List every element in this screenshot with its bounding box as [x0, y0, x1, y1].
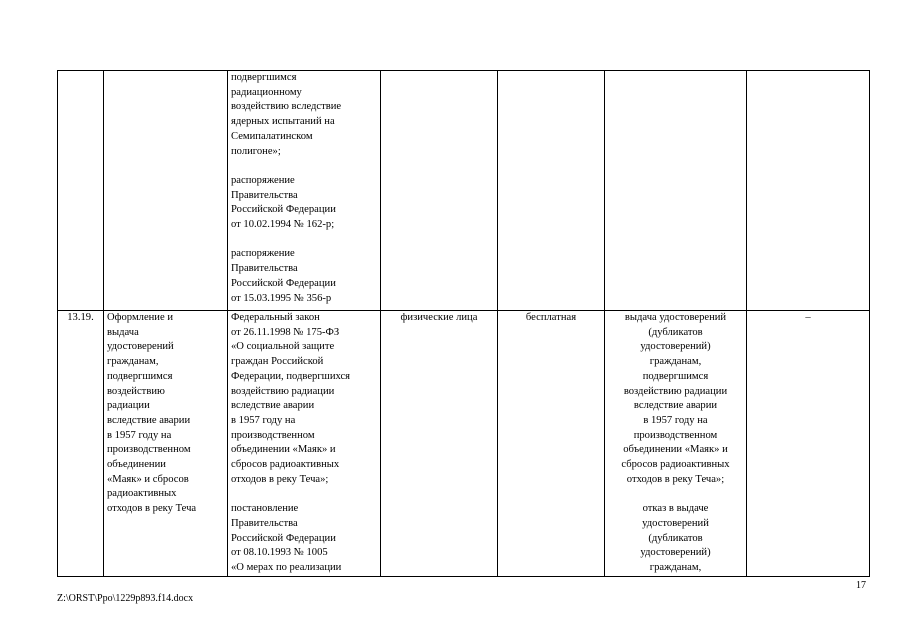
cell-fee: [498, 71, 605, 311]
text-line: воздействию радиации: [623, 385, 728, 397]
text-line: удостоверений: [642, 517, 709, 529]
text-line: Правительства: [231, 189, 298, 201]
text-line: воздействию радиации: [231, 385, 335, 397]
text-line: от 15.03.1995 № 356-р: [231, 292, 332, 304]
text-line: «Маяк» и сбросов: [107, 473, 189, 485]
text-line: отходов в реку Теча: [107, 503, 197, 515]
other-cell: [747, 311, 870, 577]
text-line: «О мерах по реализации: [231, 561, 342, 573]
text-line: воздействию: [107, 385, 165, 397]
text-line: в 1957 году на: [107, 429, 172, 441]
text-line: удостоверений): [640, 341, 711, 353]
result-text: [608, 311, 743, 576]
row-number-text: 13.19.: [67, 312, 94, 323]
text-line: распоряжение: [231, 248, 295, 260]
text-line: Семипалатинском: [231, 130, 313, 142]
text-line: объединении «Маяк» и: [231, 444, 336, 456]
text-line: отходов в реку Теча»;: [231, 473, 329, 485]
text-line: сбросов радиоактивных: [621, 459, 730, 471]
text-line: Российской Федерации: [231, 277, 336, 289]
text-line: [231, 487, 377, 502]
applicants-text: физические лица: [400, 312, 478, 323]
result-cell: [605, 311, 747, 577]
text-line: вследствие аварии: [107, 414, 191, 426]
text-line: [231, 159, 377, 174]
service-name-text: [107, 311, 224, 517]
cell-number: [58, 71, 104, 311]
legal-basis-text: [231, 311, 377, 576]
text-line: (дубликатов: [648, 326, 703, 338]
text-line: подвергшимся: [107, 370, 173, 382]
text-line: объединении: [107, 459, 166, 471]
text-line: Правительства: [231, 263, 298, 275]
fee-text: бесплатная: [525, 312, 577, 323]
text-line: в 1957 году на: [643, 414, 708, 426]
text-line: вследствие аварии: [633, 400, 718, 412]
text-line: [231, 233, 377, 248]
text-line: «О социальной защите: [231, 341, 335, 353]
text-line: [608, 487, 743, 502]
text-line: выдача удостоверений: [624, 312, 727, 323]
text-line: Правительства: [231, 517, 298, 529]
legal-basis-text: [231, 71, 377, 306]
text-line: в 1957 году на: [231, 414, 296, 426]
text-line: Федеральный закон: [231, 312, 320, 323]
text-line: удостоверений: [107, 341, 174, 353]
applicants-cell: [381, 311, 498, 577]
cell-service-name: [104, 71, 228, 311]
text-line: (дубликатов: [648, 532, 703, 544]
text-line: выдача: [107, 326, 139, 338]
footer-file-path: Z:\ORST\Ppo\1229p893.f14.docx: [57, 593, 194, 604]
text-line: производственном: [231, 429, 315, 441]
text-line: Российской Федерации: [231, 532, 336, 544]
text-line: сбросов радиоактивных: [231, 459, 340, 471]
services-table: [57, 70, 870, 577]
text-line: от 08.10.1993 № 1005: [231, 547, 328, 559]
text-line: радиации: [107, 400, 150, 412]
text-line: воздействию вследствие: [231, 101, 342, 113]
service-name-cell: [104, 311, 228, 577]
text-line: полигоне»;: [231, 145, 281, 157]
text-line: постановление: [231, 503, 299, 515]
text-line: производственном: [107, 444, 191, 456]
text-line: Российской Федерации: [231, 204, 336, 216]
text-line: отказ в выдаче: [642, 503, 709, 515]
text-line: подвергшимся: [231, 72, 297, 83]
text-line: распоряжение: [231, 174, 295, 186]
page-number: 17: [856, 580, 866, 591]
text-line: гражданам,: [649, 561, 702, 573]
dash-text: –: [805, 312, 811, 323]
fee-cell: [498, 311, 605, 577]
text-line: граждан Российской: [231, 356, 324, 368]
text-line: подвергшимся: [642, 370, 709, 382]
table-row-13-19: [58, 311, 870, 577]
continuation-row: [58, 71, 870, 311]
cell-applicants: [381, 71, 498, 311]
cell-other: [747, 71, 870, 311]
text-line: вследствие аварии: [231, 400, 315, 412]
text-line: радиоактивных: [107, 488, 177, 500]
text-line: производственном: [633, 429, 718, 441]
text-line: удостоверений): [640, 547, 711, 559]
text-line: гражданам,: [649, 356, 702, 368]
cell-result: [605, 71, 747, 311]
text-line: отходов в реку Теча»;: [626, 473, 725, 485]
text-line: ядерных испытаний на: [231, 116, 335, 128]
text-line: Оформление и: [107, 312, 173, 323]
text-line: радиационному: [231, 86, 302, 98]
text-line: от 10.02.1994 № 162-р;: [231, 219, 335, 231]
text-line: гражданам,: [107, 356, 159, 368]
text-line: от 26.11.1998 № 175-ФЗ: [231, 326, 340, 338]
legal-basis-cell: [228, 311, 381, 577]
row-number: [58, 311, 104, 577]
cell-legal-basis: [228, 71, 381, 311]
text-line: объединении «Маяк» и: [623, 444, 728, 456]
text-line: Федерации, подвергшихся: [231, 370, 351, 382]
